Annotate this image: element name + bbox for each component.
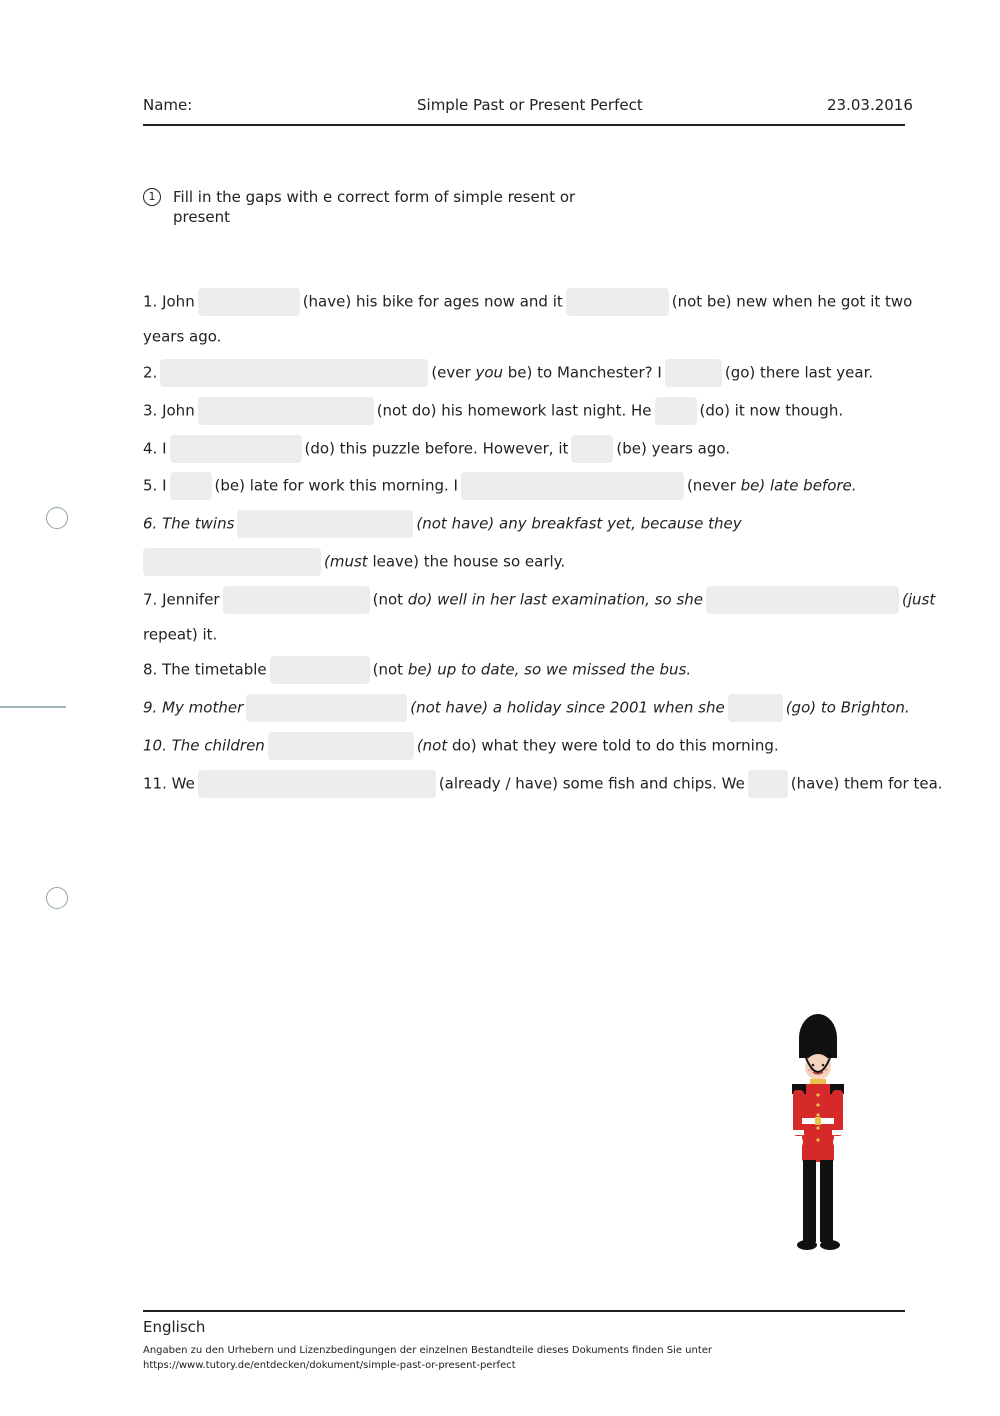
exercise-3-text: 3. John (143, 401, 195, 420)
exercise-1-cont (143, 319, 923, 353)
exercise-11-text: (have) them for tea. (790, 774, 943, 793)
name-label: Name: (143, 96, 193, 114)
gap-5b[interactable] (461, 472, 684, 500)
gap-5a[interactable] (170, 472, 212, 500)
exercise-10-text: do) what they were told to do this morning. (447, 736, 779, 755)
gap-11a[interactable] (198, 770, 436, 798)
exercise-1-text: (have) his bike for ages now and it (302, 292, 563, 311)
exercise-8-text: (not (372, 660, 408, 679)
exercise-6-text: 6. The twins (143, 514, 235, 533)
exercise-5 (143, 468, 923, 502)
footer-subject: Englisch (143, 1318, 206, 1336)
exercise-7-text: (just (902, 590, 936, 609)
footer-note-line2: https://www.tutory.de/entdecken/dokument/simple-past-or-present-perfect (143, 1360, 516, 1371)
exercise-4-text: (be) years ago. (616, 439, 731, 458)
task-number: 1 (143, 188, 161, 206)
royal-guard-illustration (780, 1010, 860, 1255)
exercise-5-text: (be) late for work this morning. I (214, 476, 458, 495)
exercise-5-text: 5. I (143, 476, 167, 495)
exercise-1-text: (not be) new when he got it two (671, 292, 913, 311)
footer-note-line1: Angaben zu den Urhebern und Lizenzbedingungen der einzelnen Bestandteile dieses Dokuments finden Sie unter (143, 1345, 713, 1356)
exercise-7-text: repeat) it. (143, 625, 218, 644)
exercise-11 (143, 766, 943, 800)
gap-6b[interactable] (143, 548, 321, 576)
exercise-11-text: (already / have) some fish and chips. We (438, 774, 745, 793)
header-rule (143, 124, 905, 126)
exercise-7 (143, 582, 936, 616)
gap-3b[interactable] (655, 397, 697, 425)
exercise-2-text: be) to Manchester? I (503, 363, 662, 382)
exercise-7-text: do) well in her last examination, so she (407, 590, 703, 609)
exercise-11-text: 11. We (143, 774, 195, 793)
exercise-9-text: (go) to Brighton. (785, 698, 910, 717)
task-instruction: Fill in the gaps with e correct form of simple resent or present (173, 188, 576, 226)
exercise-1 (143, 284, 923, 318)
page-title: Simple Past or Present Perfect (417, 96, 643, 114)
exercise-9-text: 9. My mother (143, 698, 244, 717)
exercise-6-text: (not have) any breakfast yet, because they (416, 514, 742, 533)
header-date: 23.03.2016 (827, 96, 913, 114)
fold-mark (0, 706, 66, 708)
exercise-3-text: (not do) his homework last night. He (376, 401, 652, 420)
exercise-2-text: (ever (431, 363, 476, 382)
gap-9a[interactable] (246, 694, 407, 722)
gap-4b[interactable] (571, 435, 613, 463)
exercise-2-text: 2. (143, 363, 158, 382)
exercise-6 (143, 506, 923, 540)
exercise-6-text: (must (324, 552, 368, 571)
exercise-10 (143, 728, 923, 762)
punch-hole-bottom (46, 887, 68, 909)
gap-11b[interactable] (748, 770, 788, 798)
gap-4a[interactable] (170, 435, 302, 463)
exercise-4-text: (do) this puzzle before. However, it (304, 439, 569, 458)
exercise-9-text: (not have) a holiday since 2001 when she (410, 698, 725, 717)
exercise-2-text: you (475, 363, 503, 382)
exercise-4-text: 4. I (143, 439, 167, 458)
gap-2b[interactable] (665, 359, 722, 387)
exercise-6-text: leave) the house so early. (367, 552, 566, 571)
exercise-2 (143, 355, 923, 389)
gap-2a[interactable] (160, 359, 428, 387)
exercise-1-text: years ago. (143, 327, 222, 346)
exercise-8-text: be) up to date, so we missed the bus. (407, 660, 692, 679)
exercise-5-text: be) late before. (740, 476, 857, 495)
exercise-3-text: (do) it now though. (699, 401, 844, 420)
gap-3a[interactable] (198, 397, 374, 425)
footer-rule (143, 1310, 905, 1312)
gap-7b[interactable] (706, 586, 899, 614)
gap-9b[interactable] (728, 694, 783, 722)
exercise-8-text: 8. The timetable (143, 660, 267, 679)
gap-7a[interactable] (223, 586, 370, 614)
gap-1a[interactable] (198, 288, 300, 316)
exercise-9 (143, 690, 923, 724)
exercise-7-text: 7. Jennifer (143, 590, 220, 609)
gap-6a[interactable] (237, 510, 413, 538)
exercise-8 (143, 652, 923, 686)
exercise-6-cont (140, 544, 920, 578)
exercise-7-text: (not (372, 590, 408, 609)
exercise-10-text: (not (416, 736, 448, 755)
gap-10a[interactable] (268, 732, 414, 760)
gap-8a[interactable] (270, 656, 370, 684)
exercise-2-text: (go) there last year. (724, 363, 874, 382)
exercise-3 (143, 393, 923, 427)
punch-hole-top (46, 507, 68, 529)
gap-1b[interactable] (566, 288, 669, 316)
exercise-10-text: 10. The children (143, 736, 265, 755)
exercise-5-text: (never (686, 476, 741, 495)
exercise-1-text: 1. John (143, 292, 195, 311)
exercise-4 (143, 431, 923, 465)
exercise-7-cont (143, 617, 923, 651)
